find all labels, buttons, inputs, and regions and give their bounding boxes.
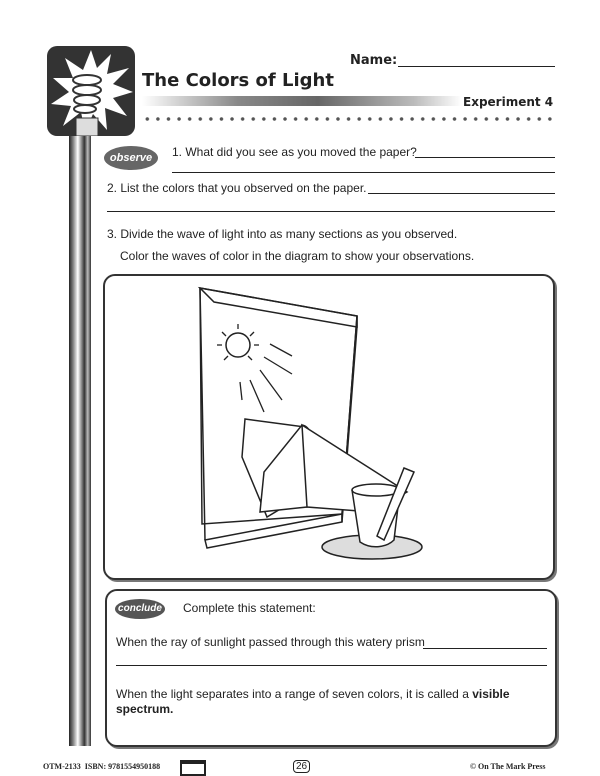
question-3-instruction: Color the waves of color in the diagram to show your observations. xyxy=(120,249,475,263)
conclude-answer-a[interactable] xyxy=(423,648,547,649)
answer-1b[interactable] xyxy=(172,172,555,173)
title-gradient-bar xyxy=(142,96,462,106)
conclude-fact xyxy=(116,687,536,717)
conclude-badge-icon: conclude xyxy=(115,599,165,619)
conclude-box xyxy=(105,589,557,747)
prism-diagram[interactable] xyxy=(105,276,553,578)
lightbulb-icon xyxy=(47,46,135,136)
answer-2b[interactable] xyxy=(107,211,555,212)
book-icon xyxy=(180,760,206,776)
question-2: 2. List the colors that you observed on the paper. xyxy=(107,181,367,195)
copyright: © On The Mark Press xyxy=(470,762,546,771)
question-1: 1. What did you see as you moved the paper? xyxy=(172,145,417,159)
fact-text: When the light separates into a range of seven colors, it is called a xyxy=(116,687,473,701)
answer-2a[interactable] xyxy=(368,193,555,194)
name-field[interactable] xyxy=(398,66,555,67)
diagram-box xyxy=(103,274,555,580)
conclude-statement: When the ray of sunlight passed through this watery prism xyxy=(116,635,425,649)
observe-badge-icon: observe xyxy=(104,146,158,170)
dotted-divider xyxy=(142,116,556,122)
experiment-label: Experiment 4 xyxy=(463,95,554,109)
conclude-prompt: Complete this statement: xyxy=(183,601,316,615)
answer-1a[interactable] xyxy=(415,157,555,158)
footer-code: OTM-2133 ISBN: 9781554950188 xyxy=(43,762,161,771)
page-number: 26 xyxy=(293,760,310,773)
name-label: Name: xyxy=(350,53,398,68)
fact-term: visible spectrum. xyxy=(116,687,510,716)
conclude-answer-b[interactable] xyxy=(116,665,547,666)
page-title: The Colors of Light xyxy=(142,70,334,91)
question-3: 3. Divide the wave of light into as many sections as you observed. xyxy=(107,227,458,241)
pole-decoration xyxy=(69,136,91,746)
